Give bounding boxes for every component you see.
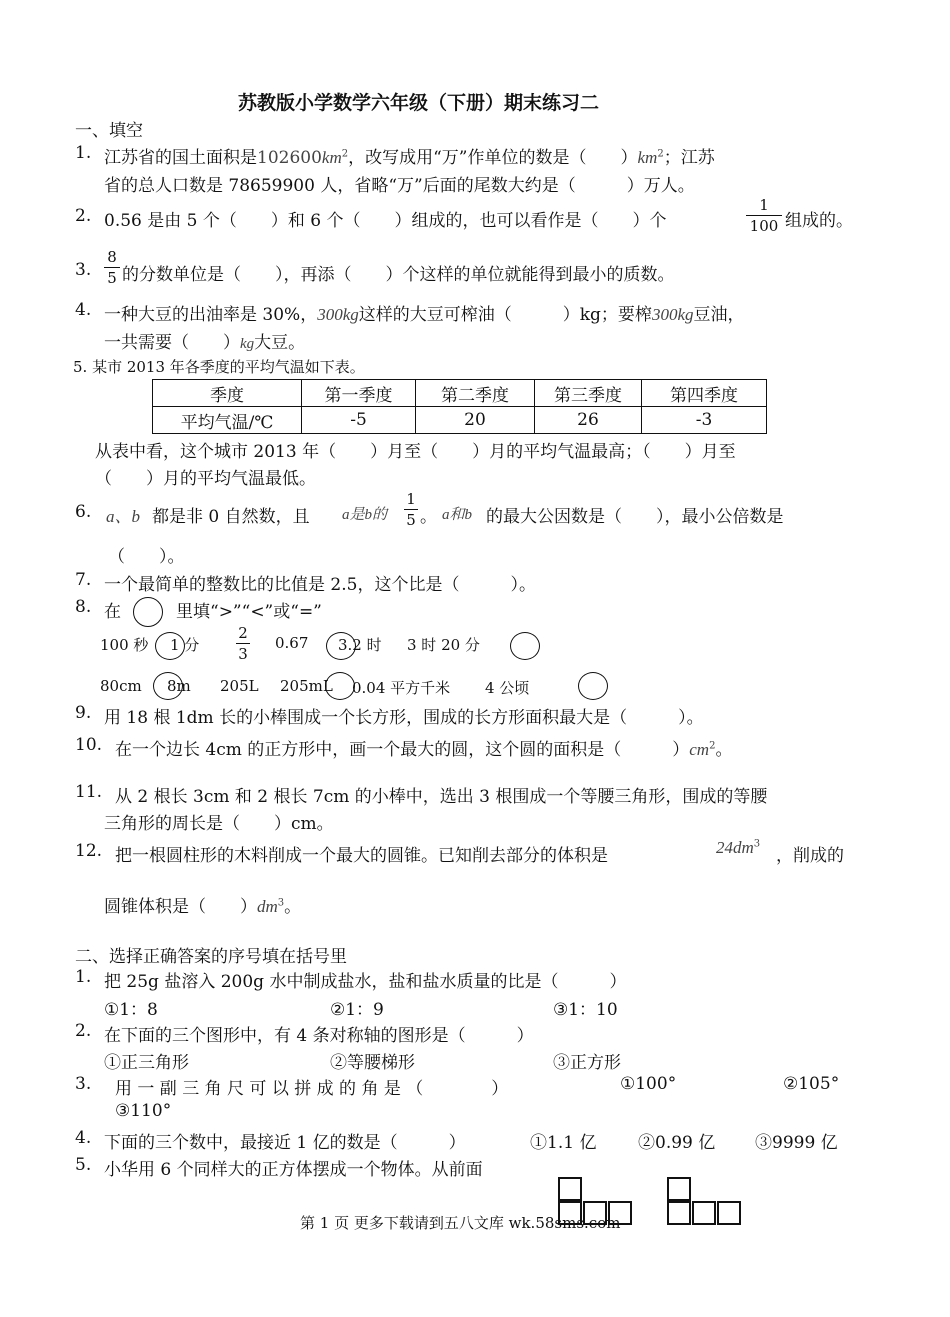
- q1-unit: km: [321, 148, 342, 167]
- q5-intro: 5. 某市 2013 年各季度的平均气温如下表。: [73, 358, 365, 376]
- q5-line1: 从表中看，这个城市 2013 年（ ）月至（ ）月的平均气温最高；（ ）月至: [95, 442, 736, 462]
- q1-area-value: 102600: [257, 148, 322, 168]
- q8-row2-item: 205L: [220, 677, 259, 695]
- page-footer: 第 1 页 更多下载请到五八文库 wk.58sms.com: [300, 1214, 621, 1232]
- page-title: 苏教版小学数学六年级（下册）期末练习二: [238, 92, 600, 114]
- q4-kg2: 300kg: [651, 305, 694, 324]
- table-header-cell: 第三季度: [535, 380, 642, 407]
- q1-text-c: ；江苏: [663, 148, 715, 168]
- q9-text: 用 18 根 1dm 长的小棒围成一个长方形，围成的长方形面积最大是（ ）。: [104, 708, 704, 728]
- c4-option: ②0.99 亿: [638, 1133, 716, 1153]
- c1-option: ③1：10: [553, 1000, 618, 1020]
- q2-frac-num: 1: [759, 196, 769, 214]
- q12-volume: 24dm: [716, 838, 754, 857]
- q2-fraction: [746, 196, 782, 235]
- c5-number: 5.: [75, 1155, 92, 1175]
- table-cell: -3: [642, 407, 767, 434]
- q5-line2: （ ）月的平均气温最低。: [95, 469, 316, 489]
- q11-line1: 从 2 根长 3cm 和 2 根长 7cm 的小棒中，选出 3 根围成一个等腰三角形，围成的等腰: [115, 787, 768, 807]
- q8-text-a: 在: [104, 602, 121, 622]
- c5-text: 小华用 6 个同样大的正方体摆成一个物体。从前面: [104, 1160, 483, 1180]
- c1-number: 1.: [75, 967, 92, 987]
- q4-text-b: 这样的大豆可榨油（ ）kg；要榨: [358, 305, 652, 325]
- q6-fraction: [404, 490, 418, 529]
- q2-frac-den: 100: [749, 217, 779, 235]
- table-header-row: [153, 380, 767, 407]
- q11-number: 11.: [75, 782, 103, 802]
- answer-circle[interactable]: [510, 632, 540, 660]
- q8-row2-item: 4 公顷: [485, 679, 530, 697]
- q8-row2-item: 80cm: [100, 677, 142, 695]
- q3-frac-den: 5: [107, 269, 117, 287]
- q8-frac-den: 3: [238, 645, 248, 663]
- q8-row2-item: 8m: [167, 677, 191, 695]
- table-header-cell: 季度: [153, 380, 302, 407]
- answer-circle[interactable]: [325, 672, 355, 700]
- c1-option: ①1：8: [104, 1000, 158, 1020]
- q6-condition2: a和b: [442, 507, 473, 523]
- q4-line2-a: 一共需要（ ）: [104, 333, 240, 353]
- q8-row1-item: 0.67: [275, 634, 309, 652]
- q1-line2: 省的总人口数是 78659900 人，省略“万”后面的尾数大约是（ ）万人。: [104, 176, 695, 196]
- c2-number: 2.: [75, 1021, 92, 1041]
- q10-text: 在一个边长 4cm 的正方形中，画一个最大的圆，这个圆的面积是（ ）: [115, 740, 690, 760]
- q8-fraction: [236, 624, 250, 663]
- q6-line2: （ ）。: [108, 547, 185, 567]
- q6-condition: a是b的: [342, 507, 388, 523]
- c3-option: ③110°: [115, 1101, 172, 1121]
- q2-text-a: 0.56 是由 5 个（ ）和 6 个（ ）组成的，也可以看作是（ ）个: [104, 211, 667, 231]
- table-cell: 26: [535, 407, 642, 434]
- c3-number: 3.: [75, 1074, 92, 1094]
- q6-period: 。: [420, 507, 437, 527]
- q1-unit-sup: 2: [341, 148, 349, 160]
- c4-option: ③9999 亿: [755, 1133, 838, 1153]
- q10-number: 10.: [75, 735, 103, 755]
- table-header-cell: 第四季度: [642, 380, 767, 407]
- c4-text: 下面的三个数中，最接近 1 亿的数是（ ）: [104, 1133, 466, 1153]
- q6-text-a: 都是非 0 自然数，且: [152, 507, 310, 527]
- c4-option: ①1.1 亿: [530, 1133, 597, 1153]
- q12-unit-sup: 3: [277, 897, 285, 909]
- q10-unit: cm: [689, 740, 710, 759]
- answer-circle[interactable]: [578, 672, 608, 700]
- table-header-cell: 第二季度: [416, 380, 535, 407]
- section-choice-heading: 二、选择正确答案的序号填在括号里: [75, 947, 347, 967]
- q3-text: 的分数单位是（ ），再添（ ）个这样的单位就能得到最小的质数。: [122, 265, 675, 285]
- q4-text-c: 豆油，: [693, 305, 745, 325]
- section-fill-blank-heading: 一、填空: [75, 121, 143, 141]
- c2-option: ③正方形: [553, 1053, 621, 1073]
- q4-text-a: 一种大豆的出油率是 30%，: [104, 305, 318, 325]
- q6-text-b: 的最大公因数是（ ），最小公倍数是: [486, 507, 784, 527]
- table-row: [153, 407, 767, 434]
- q12-line1: 把一根圆柱形的木料削成一个最大的圆锥。已知削去部分的体积是: [115, 846, 608, 866]
- c4-number: 4.: [75, 1128, 92, 1148]
- q3-frac-num: 8: [107, 248, 117, 266]
- table-cell: -5: [302, 407, 416, 434]
- q8-sample-circle: [133, 597, 163, 627]
- q8-frac-num: 2: [238, 624, 248, 642]
- q1-unit2-sup: 2: [657, 148, 664, 160]
- q4-line2-b: 大豆。: [254, 333, 306, 353]
- q9-number: 9.: [75, 703, 92, 723]
- c3-option: ②105°: [783, 1074, 840, 1094]
- q8-row2-item: 0.04 平方千米: [352, 679, 451, 697]
- q2-number: 2.: [75, 206, 92, 226]
- table-cell: 20: [416, 407, 535, 434]
- c2-option: ②等腰梯形: [330, 1053, 415, 1073]
- q12-tail: ，削成的: [776, 846, 844, 866]
- q12-unit: dm: [257, 897, 278, 916]
- q2-text-b: 组成的。: [785, 211, 853, 231]
- table-header-cell: 第一季度: [302, 380, 416, 407]
- q12-volume-sup: 3: [753, 838, 761, 850]
- q4-kg1: 300kg: [317, 305, 359, 324]
- q8-row2-item: 205mL: [280, 677, 333, 695]
- q6-frac-num: 1: [406, 490, 416, 508]
- q5-temperature-table: [152, 379, 767, 434]
- q1-text-a: 江苏省的国土面积是: [104, 148, 257, 168]
- q1-number: 1.: [75, 143, 92, 163]
- q8-row1-item: 3.2 时: [338, 636, 382, 654]
- q8-text-b: 里填“>”“<”或“=”: [176, 602, 322, 622]
- q7-text: 一个最简单的整数比的比值是 2.5，这个比是（ ）。: [104, 575, 536, 595]
- c1-option: ②1：9: [330, 1000, 384, 1020]
- q10-unit-sup: 2: [709, 740, 716, 752]
- q3-number: 3.: [75, 260, 92, 280]
- q8-row1-item: 1 分: [170, 636, 200, 654]
- c3-option: ①100°: [620, 1074, 677, 1094]
- table-cell: 平均气温/℃: [153, 407, 302, 434]
- q11-line2: 三角形的周长是（ ）cm。: [104, 814, 334, 834]
- q10-end: 。: [715, 740, 733, 760]
- q12-end: 。: [284, 897, 302, 917]
- q8-row1-item: 3 时 20 分: [407, 636, 480, 654]
- c1-text: 把 25g 盐溶入 200g 水中制成盐水，盐和盐水质量的比是（ ）: [104, 972, 627, 992]
- q3-fraction: [104, 248, 120, 287]
- q6-number: 6.: [75, 502, 92, 522]
- q1-unit2: km: [637, 148, 658, 167]
- q6-ab: a、b: [106, 507, 140, 526]
- c2-option: ①正三角形: [104, 1053, 189, 1073]
- q4-kg3: kg: [240, 336, 255, 352]
- q12-number: 12.: [75, 841, 103, 861]
- c3-text: 用 一 副 三 角 尺 可 以 拼 成 的 角 是 （ ）: [115, 1079, 509, 1099]
- q12-line2: 圆锥体积是（ ）: [104, 897, 257, 917]
- q6-frac-den: 5: [406, 511, 416, 529]
- q4-number: 4.: [75, 300, 92, 320]
- q1-text-b: ，改写成用“万”作单位的数是（ ）: [348, 148, 638, 168]
- q8-number: 8.: [75, 597, 92, 617]
- q7-number: 7.: [75, 570, 92, 590]
- q8-row1-item: 100 秒: [100, 636, 149, 654]
- c2-text: 在下面的三个图形中，有 4 条对称轴的图形是（ ）: [104, 1026, 534, 1046]
